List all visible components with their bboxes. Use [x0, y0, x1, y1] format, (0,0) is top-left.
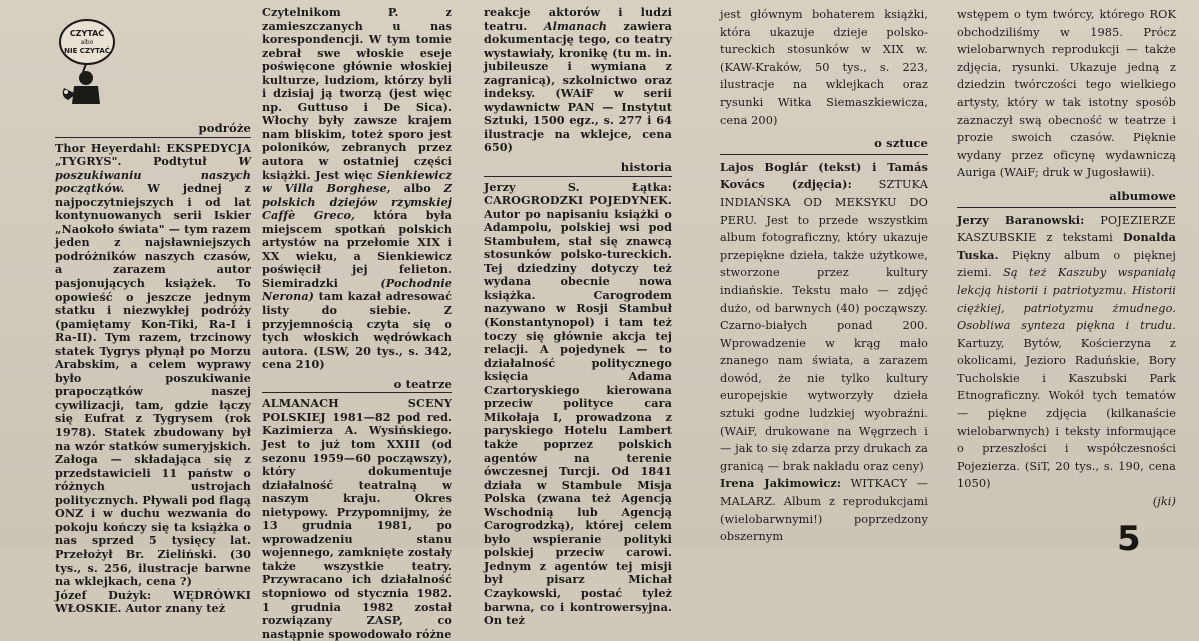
review-subtitle: W poszukiwaniu naszych początków.	[55, 154, 251, 196]
author-signature: (jki)	[1152, 495, 1176, 509]
review-body: W jednej z najpoczytniejszych i od lat kontynuowanych serii Iskier „Naokoło świata" — tym razem jeden z najsławniejszych podróżników naszych czasów, a zarazem autor pasjonujących książek. To opowieść o jeszcze jednym statku i niezwykłej podróży (pamiętamy Kon-Tiki, Ra-I i Ra-II). Tym razem, trzcinowy statek Tygrys płynął po Morzu Arabskim, a celem wyprawy było poszukiwanie prapoczątków naszej cywilizacji, tam, gdzie łączy się Eufrat z Tygrysem (rok 1978). Statek zbudowany był na wzór statków sumeryjskich. Załoga — składająca się z przedstawicieli 11 państw o różnych ustrojach politycznych. Pływali pod flagą ONZ i w duchu wezwania do pokoju kończy się ta książka o nas sprzed 5 tysięcy lat. Przełożył Br. Zieliński. (30 tys., s. 256, ilustracje barwne na wklejkach, cena ?)	[55, 181, 251, 589]
review-author: Józef Dużyk:	[55, 587, 152, 602]
review-body: Album z reprodukcjami (wielobarwnymi!) poprzedzony obszernym	[720, 495, 928, 544]
review-wedrowki-wloskie-cont	[262, 6, 452, 372]
review-body-italic: Sienkiewicz w Villa Borghese,	[262, 167, 452, 196]
column-1	[55, 116, 251, 616]
review-witkacy-cont: wstępem o tym twórcy, którego ROK obchodziliśmy w 1985. Prócz wielobarwnych reprodukcji — także zdjęcia, rysunki. Ukazuje jedną z dziedzin twórczości tego wielkiego artysty, który w tak istotny sposób zaznaczył swą obecność w teatrze i prozie swoich czasów. Pięknie wydany przez oficynę wydawniczą Auriga (WAiF; druk w Jugosławii).	[957, 8, 1176, 180]
column-4	[720, 6, 928, 546]
review-carogrodzki-pojedynek	[484, 181, 672, 628]
review-almanach-sceny-polskiej: ALMANACH SCENY POLSKIEJ 1981—82 pod red. Kazimierza A. Wysińskiego. Jest to już tom XXIII (od sezonu 1959—60 począwszy), który dokumentuje działalność teatralną w naszym kraju. Okres nietypowy. Przypomnijmy, że 13 grudnia 1981, po wprowadzeniu stanu wojennego, zamknięte zostały także wszystkie teatry. Przywracano ich działalność stopniowo od stycznia 1982. 1 grudnia 1982 został rozwiązany ZASP, co nastąpnie spowodowało różne	[262, 396, 452, 641]
czytac-albo-nie-czytac-logo	[56, 14, 118, 106]
review-body: która była miejscem spotkań polskich artystów na przełomie XIX i XX wieku, a Sienkiewicz poświęcił jej felieton. Siemiradzki	[262, 208, 453, 290]
review-author: Jerzy Baranowski:	[957, 212, 1085, 227]
review-body-italic: Almanach	[543, 18, 608, 33]
review-title: CAROGRODZKI POJEDYNEK.	[484, 193, 672, 208]
review-body: Autor po napisaniu książki o Adampolu, polskiej wsi pod Stambułem, stał się znawcą stosunków polsko-tureckich. Tej dziedziny dotyczy też wydana obecnie nowa książka. Carogrodem nazywano w Rosji Stambuł (Konstantynopol) i tam też toczy się głównie akcja tej relacji. A pojedynek — to działalność politycznego księcia Adama Czartoryskiego kierowana przeciw polityce cara Mikołaja I, prowadzona z paryskiego Hotelu Lambert także poprzez polskich agentów na terenie ówczesnej Turcji. Od 1841 działa w Stambule Misja Polska (zwana też Agencją Wschodnią lub Agencją Carogrodzką), której celem było wspieranie polityki polskiej przeciw carowi. Jednym z agentów tej misji był pisarz Michał Czaykowski, postać tyleż barwna, co i kontrowersyjna. On też	[484, 206, 672, 628]
section-header-o-teatrze: o teatrze	[262, 378, 452, 394]
review-body: Autor znany też	[125, 601, 226, 616]
review-pojezierze-kaszubskie	[957, 212, 1176, 494]
review-body: Czytelnikom P. z zamieszczanych u nas korespondencji. W tym tomie zebrał swe włoskie eseje poświęcone głównie włoskiej kulturze, ludziom, którzy byli i dzisiaj ją tworzą (jest więc np. Guttuso i De Sica). Włochy były zawsze krajem nam bliskim, toteż sporo jest poloników, zebranych przez autora w ostatniej części książki. Jest więc	[262, 5, 452, 182]
column-3	[484, 6, 672, 628]
review-title: WĘDRÓWKI WŁOSKIE.	[55, 587, 251, 616]
section-header-historia: historia	[484, 161, 672, 177]
review-subtitle-label: Podtytuł	[153, 154, 207, 169]
section-header-podroze: podróże	[55, 122, 251, 138]
section-header-albumowe: albumowe	[957, 188, 1176, 208]
column-2	[262, 6, 452, 641]
review-body: z tekstami	[1046, 231, 1113, 245]
review-body: Kartuzy, Bytów, Kościerzyna z okolicami, Jezioro Raduńskie, Bory Tucholskie i Kaszubski Park Etnograficzny. Wokół tych tematów — piękne zdjęcia (kilkanaście wielobarwnych) i teksty informujące o przeszłości i współczesności Pojezierza. (SiT, 20 tys., s. 190, cena 1050)	[957, 336, 1176, 491]
review-author: Donalda Tuska.	[957, 230, 1176, 262]
logo-line1: CZYTAĆ	[69, 29, 105, 38]
column-5	[957, 6, 1176, 511]
review-body: zawiera dokumentację tego, co teatry wystawiały, kronikę (tu m. in. jubileusze i wymiana z zagranicą), szkolnictwo oraz indeksy. (WAiF w serii wydawnictw PAN — Instytut Sztuki, 1500 egz., s. 277 i 64 ilustracje na wklejce, cena 650)	[484, 18, 672, 155]
review-wedrowki-wloskie-start	[55, 589, 251, 616]
review-body: albo	[403, 181, 431, 196]
review-body: tam kazał adresować listy do siebie. Z przyjemnością czyta się o tych włoskich wędrówkach autora. (LSW, 20 tys., s. 342, cena 210)	[262, 289, 453, 372]
review-author: Jerzy S. Łątka:	[484, 179, 672, 194]
review-body: Jest to przede wszystkim album fotograficzny, który ukazuje przepiękne dzieła, także użytkowe, stworzone przez kultury indiańskie. Tekstu mało — zdjęć dużo, od barwnych (40) począwszy. Czarno-białych ponad 200. Wprowadzenie w krąg mało znanego nam świata, a zarazem dowód, że nie tylko kultury europejskie wytworzyły dzieła sztuki godne ludzkiej wyobraźni. (WAiF, drukowane na Węgrzech i — jak to się zdarza przy drukach za granicą — brak nakładu oraz ceny)	[720, 213, 928, 473]
review-witkacy-malarz	[720, 475, 928, 545]
review-body: Piękny album o pięknej ziemi.	[957, 248, 1176, 280]
section-header-o-sztuce: o sztuce	[720, 135, 928, 155]
review-carogrodzki-cont: jest głównym bohaterem książki, która ukazuje dzieje polsko-tureckich stosunków w XIX w. (KAW-Kraków, 50 tys., s. 223, ilustracje na wklejkach oraz rysunki Witka Siemaszkiewicza, cena 200)	[720, 8, 928, 127]
review-author: Thor Heyerdahl:	[55, 140, 161, 155]
review-body-italic: (Pochodnie Nerona)	[262, 275, 452, 304]
review-ekspedycja-tygrys	[55, 142, 251, 589]
review-sztuka-indianska	[720, 159, 928, 476]
review-title: POJEZIERZE KASZUBSKIE	[957, 213, 1176, 245]
logo-line3: NIE CZYTAĆ	[64, 47, 110, 55]
review-almanach-cont	[484, 6, 672, 155]
review-title: WITKACY — MALARZ.	[720, 477, 929, 509]
review-body-italic: Z polskich dziejów rzymskiej Caffè Greco,	[262, 181, 453, 223]
review-title: SZTUKA INDIAŃSKA OD MEKSYKU DO PERU.	[720, 178, 928, 227]
review-title: EKSPEDYCJA „TYGRYS".	[55, 140, 252, 169]
review-body-italic: Są też Kaszuby wspaniałą lekcją historii i patriotyzmu. Historii ciężkiej, patriotyzmu żmudnego. Osobliwa synteza piękna i trudu.	[957, 266, 1176, 333]
page-number: 5	[1117, 519, 1141, 559]
logo-line2: albo	[80, 39, 94, 46]
review-author: Lajos Boglár (tekst) i Tamás Kovács (zdjęcia):	[720, 159, 928, 192]
review-author: Irena Jakimowicz:	[720, 476, 842, 491]
review-body: reakcje aktorów i ludzi teatru.	[484, 5, 672, 33]
